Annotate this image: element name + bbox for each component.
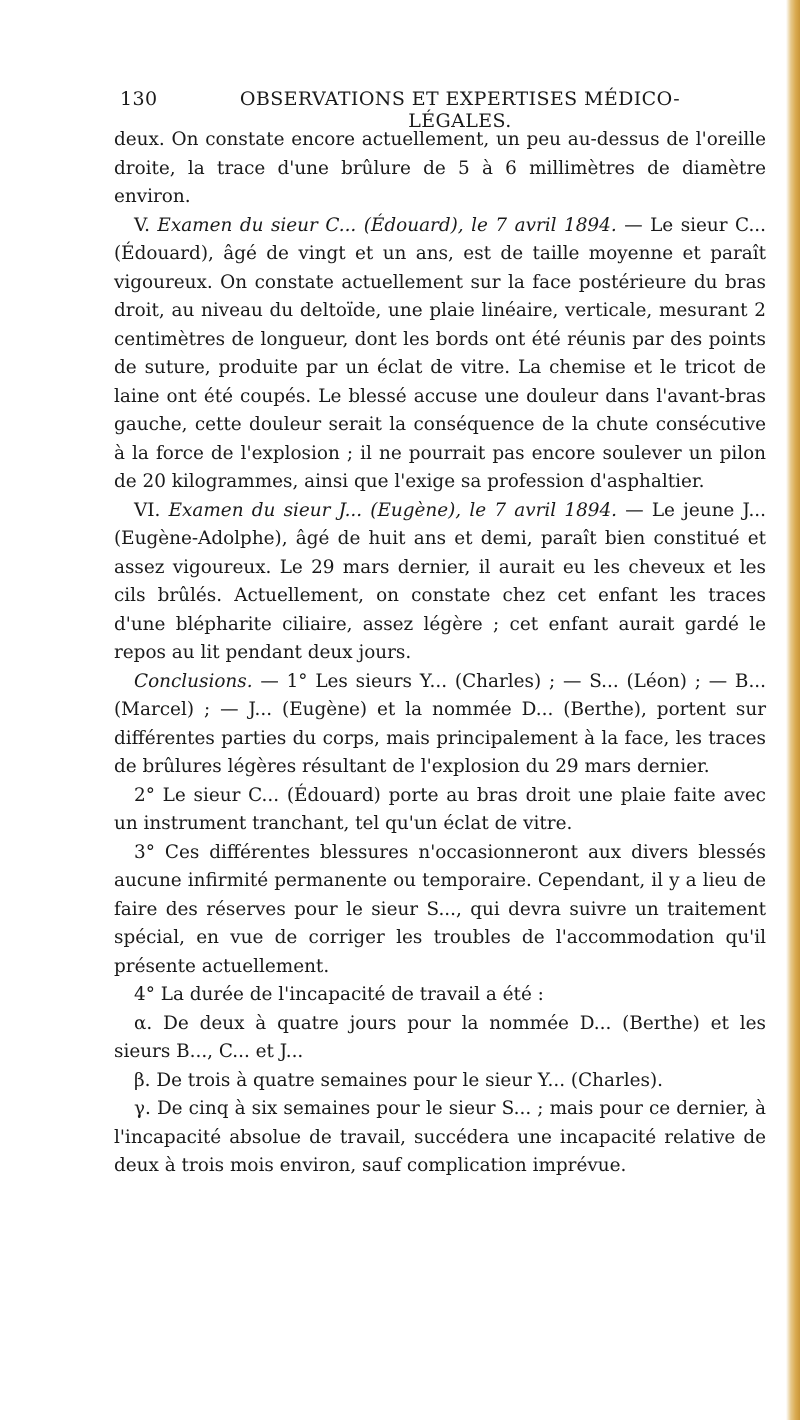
paragraph-continuation xyxy=(114,126,766,212)
paragraph-text: α. De deux à quatre jours pour la nommée D... (Berthe) et les sieurs B..., C... et J... xyxy=(114,1012,766,1062)
page-edge-shadow xyxy=(786,0,800,1420)
paragraph-conclusion-2 xyxy=(114,782,766,839)
paragraph-text: β. De trois à quatre semaines pour le sieur Y... (Charles). xyxy=(134,1069,663,1091)
paragraph-examen-v xyxy=(114,212,766,497)
paragraph-text: — Le jeune J... (Eugène-Adolphe), âgé de huit ans et demi, paraît bien constitué et assez vigoureux. Le 29 mars dernier, il aurait eu les cheveux et les cils brûlés. Actuellement, on constate chez cet enfant les traces d'une blépharite ciliaire, assez légère ; cet enfant aurait gardé le repos au lit pendant deux jours. xyxy=(114,499,766,663)
paragraph-item-beta xyxy=(114,1067,766,1096)
section-heading: Examen du sieur J... (Eugène), le 7 avril 1894. xyxy=(168,499,618,521)
paragraph-text: γ. De cinq à six semaines pour le sieur S... ; mais pour ce dernier, à l'incapacité absolue de travail, succédera une incapacité relative de deux à trois mois environ, sauf complication imprévue. xyxy=(114,1098,766,1176)
paragraph-text: 2° Le sieur C... (Édouard) porte au bras droit une plaie faite avec un instrument tranchant, tel qu'un éclat de vitre. xyxy=(114,784,766,834)
paragraph-conclusion-3 xyxy=(114,839,766,982)
paragraph-conclusion-4 xyxy=(114,981,766,1010)
paragraph-conclusions xyxy=(114,668,766,782)
running-title: OBSERVATIONS ET EXPERTISES MÉDICO-LÉGALES. xyxy=(239,88,681,132)
paragraph-text: 3° Ces différentes blessures n'occasionneront aux divers blessés aucune infirmité permanente ou temporaire. Cependant, il y a lieu de faire des réserves pour le sieur S..., qui devra suivre un traitement spécial, en vue de corriger les troubles de l'accommodation qu'il présente actuellement. xyxy=(114,841,766,977)
paragraph-text: — Le sieur C... (Édouard), âgé de vingt et un ans, est de taille moyenne et paraît vigoureux. On constate actuellement sur la face postérieure du bras droit, au niveau du deltoïde, une plaie linéaire, verticale, mesurant 2 centimètres de longueur, dont les bords ont été réunis par des points de suture, produite par un éclat de vitre. La chemise et le tricot de laine ont été coupés. Le blessé accuse une douleur dans l'avant-bras gauche, cette douleur serait la conséquence de la chute consécutive à la force de l'explosion ; il ne pourrait pas encore soulever un pilon de 20 kilogrammes, ainsi que l'exige sa profession d'asphaltier. xyxy=(114,214,766,492)
section-heading: Examen du sieur C... (Édouard), le 7 avril 1894. xyxy=(157,214,617,236)
paragraph-text: deux. On constate encore actuellement, un peu au-dessus de l'oreille droite, la trace d'une brûlure de 5 à 6 millimètres de diamètre environ. xyxy=(114,129,766,207)
section-heading: Conclusions. xyxy=(134,670,253,692)
paragraph-text: — 1° Les sieurs Y... (Charles) ; — S... (Léon) ; — B... (Marcel) ; — J... (Eugène) et la nommée D... (Berthe), portent sur différentes parties du corps, mais principalement à la face, les traces de brûlures légères résultant de l'explosion du 29 mars dernier. xyxy=(114,670,766,777)
section-number: VI. xyxy=(134,499,169,521)
paragraph-item-gamma xyxy=(114,1095,766,1181)
paragraph-examen-vi xyxy=(114,497,766,668)
paragraph-item-alpha xyxy=(114,1010,766,1067)
paragraph-text: 4° La durée de l'incapacité de travail a été : xyxy=(134,984,544,1005)
body-text xyxy=(114,126,766,1181)
section-number: V. xyxy=(134,214,158,236)
page-number: 130 xyxy=(120,88,158,110)
